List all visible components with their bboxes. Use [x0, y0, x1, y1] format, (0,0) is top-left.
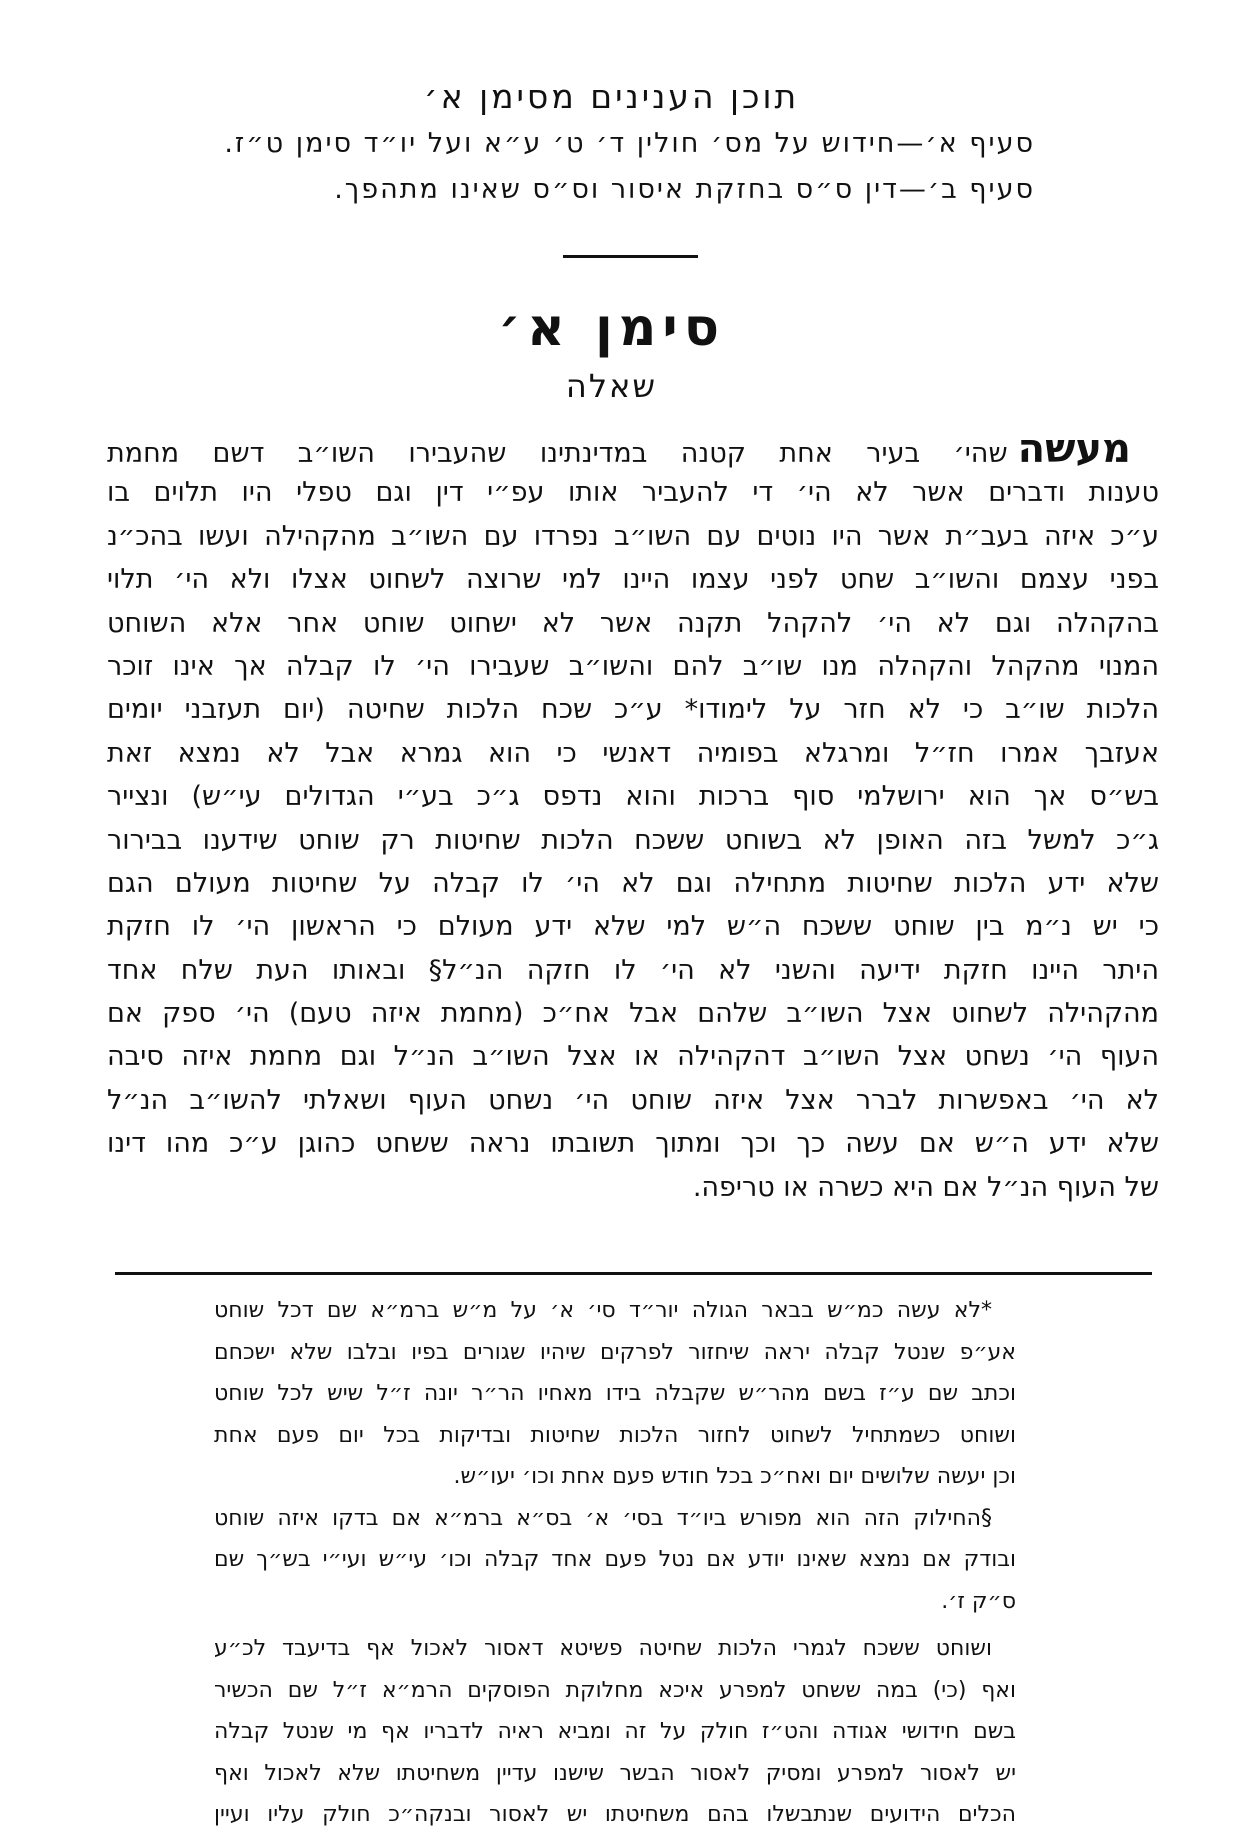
footnote-line: ואף (כי) במה ששחט למפרע איכא מחלוקת הפוסקים הרמ״א ז״ל שם הכשיר	[214, 1677, 1016, 1703]
body-line	[107, 428, 1159, 471]
footnote-line: הכלים הידועים שנתבשלו בהם משחיטתו יש לאסור ובנקה״כ חולק עליו ועיין	[214, 1802, 1016, 1827]
footnote-line: ס״ק ז׳.	[941, 1588, 1016, 1614]
body-line: מהקהילה לשחוט אצל השו״ב שלהם אבל אח״כ (מחמת איזה טעם) הי׳ ספק אם	[107, 998, 1159, 1030]
footnote-line: §החילוק הזה הוא מפורש ביו״ד בסי׳ א׳ בס״א ברמ״א אם בדקו איזה שוחט	[214, 1505, 992, 1531]
body-line: בפני עצמם והשו״ב שחט לפני עצמו היינו למי שרוצה לשחוט אצלו ולא הי׳ תלוי	[107, 564, 1159, 596]
footnote-line: ובודק אם נמצא שאינו יודע אם נטל פעם אחד קבלה וכו׳ עי״ש ועי״י בש״ך שם	[214, 1547, 1016, 1572]
footnote-line: בשם חידושי אגודה והט״ז חולק על זה ומביא ראיה לדבריו אף מי שנטל קבלה	[214, 1719, 1016, 1744]
body-line: העוף הי׳ נשחט אצל השו״ב דהקהילה או אצל השו״ב הנ״ל וגם מחמת איזה סיבה	[107, 1041, 1159, 1073]
body-line: שלא ידע ה״ש אם עשה כך וכך ומתוך תשובתו נראה ששחט כהוגן ע״כ מהו דינו	[107, 1128, 1159, 1160]
body-line: לא הי׳ באפשרות לברר אצל איזה שוחט הי׳ נשחט העוף ושאלתי להשו״ב הנ״ל	[107, 1084, 1159, 1116]
footnote-line: וכתב שם ע״ז בשם מהר״ש שקבלה בידו מאחיו הר״ר יונה ז״ל שיש לכל שוחט	[214, 1381, 1016, 1406]
question-body	[107, 428, 1159, 1209]
footnote-continuation	[214, 1628, 1016, 1836]
footnote-line: וכן יעשה שלושים יום ואח״כ בכל חודש פעם אחת וכו׳ יעו״ש.	[453, 1464, 1016, 1489]
body-line: הלכות שו״ב כי לא חזר על לימודו* ע״כ שכח הלכות שחיטה (יום תעזבני יומים	[107, 694, 1159, 726]
opening-word: מעשה	[1017, 426, 1131, 472]
body-line: ג״כ למשל בזה האופן לא בשוחט ששכח הלכות שחיטות רק שוחט שידענו בבירור	[107, 824, 1159, 856]
section-separator	[563, 255, 698, 258]
body-line: היתר היינו חזקת ידיעה והשני לא הי׳ לו חזקה הנ״ל§ ובאותו העת שלח אחד	[107, 954, 1159, 986]
body-line: אעזבך אמרו חז״ל ומרגלא בפומיה דאנשי כי הוא גמרא אבל לא נמצא זאת	[107, 737, 1159, 769]
body-line: בהקהלה וגם לא הי׳ להקהל תקנה אשר לא ישחוט שוחט אחר אלא השוחט	[107, 607, 1159, 639]
body-line: המנוי מהקהל והקהלה מנו שו״ב להם והשו״ב שעבירו הי׳ לו קבלה אך אינו זוכר	[107, 650, 1159, 682]
footnote-divider	[115, 1272, 1152, 1275]
footnote-line: אע״פ שנטל קבלה יראה שיחזור לפרקים שיהיו שגורים בפיו ובלבו שלא ישכחם	[214, 1339, 1016, 1365]
footnote-asterisk	[214, 1290, 1016, 1498]
question-subheading: שאלה	[565, 367, 658, 405]
footnotes	[214, 1290, 1016, 1836]
toc-entry-seif-aleph: סעיף א׳—חידוש על מס׳ חולין ד׳ ט׳ ע״א ועל יו״ד סימן ט״ז.	[224, 128, 1035, 159]
footnote-section-sign	[214, 1498, 1016, 1623]
footnote-line: ושוחט ששכח לגמרי הלכות שחיטה פשיטא דאסור לאכול אף בדיעבד לכ״ע	[214, 1636, 992, 1661]
footnote-line: יש לאסור למפרע ומסיק לאסור הבשר שישנו עדיין משחיטתו שלא לאכול ואף	[214, 1760, 1016, 1786]
toc-entry-seif-bet: סעיף ב׳—דין ס״ס בחזקת איסור וס״ס שאינו מתהפך.	[334, 174, 1035, 205]
body-line: ע״כ איזה בעב״ת אשר היו נוטים עם השו״ב נפרדו עם השו״ב מהקהילה ועשו בהכ״נ	[107, 520, 1159, 552]
siman-heading: סימן א׳	[497, 298, 726, 358]
body-line: כי יש נ״מ בין שוחט ששכח ה״ש למי שלא ידע מעולם כי הראשון הי׳ לו חזקת	[107, 911, 1159, 943]
body-line: של העוף הנ״ל אם היא כשרה או טריפה.	[692, 1171, 1159, 1203]
body-line: בש״ס אך הוא ירושלמי סוף ברכות והוא נדפס ג״כ בע״י הגדולים עי״ש) ונצייר	[107, 781, 1159, 813]
body-line: שלא ידע הלכות שחיטות מתחילה וגם לא הי׳ לו קבלה על שחיטות מעולם הגם	[107, 867, 1159, 899]
toc-title: תוכן הענינים מסימן א׳	[423, 77, 800, 116]
body-line: טענות ודברים אשר לא הי׳ די להעביר אותו עפ״י דין וגם טפלי היו תלוים בו	[107, 477, 1159, 509]
footnote-line: *לא עשה כמ״ש בבאר הגולה יור״ד סי׳ א׳ על מ״ש ברמ״א שם דכל שוחט	[214, 1298, 992, 1323]
footnote-line: ושוחט כשמתחיל לשחוט לחזור הלכות שחיטות ובדיקות בכל יום פעם אחת	[214, 1422, 1016, 1448]
body-line-text: שהי׳ בעיר אחת קטנה במדינתינו שהעבירו השו״ב דשם מחמת	[107, 438, 1008, 469]
